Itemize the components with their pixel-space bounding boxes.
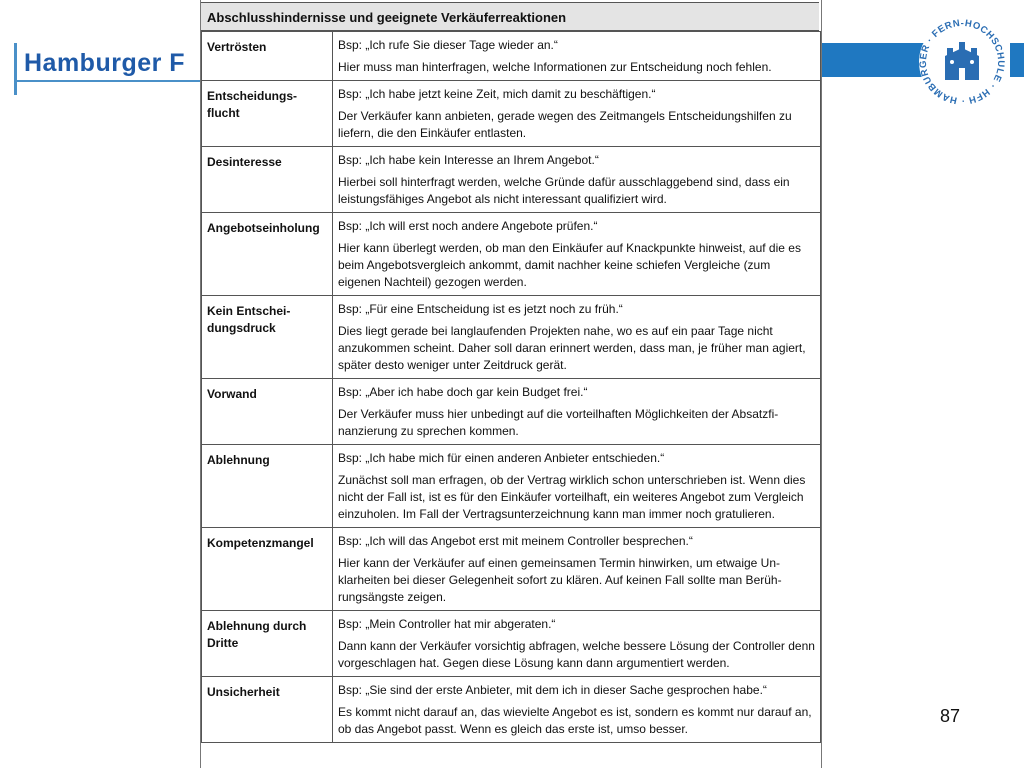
objection-label: Ablehnung durch Dritte <box>202 611 333 677</box>
seller-reaction: Hierbei soll hinterfragt werden, welche Gründe dafür ausschlaggebend sind, dass ein leistungsfähiges Angebot als nicht interessant qualifiziert wird. <box>338 175 790 206</box>
objection-response-cell <box>333 677 821 743</box>
table-row <box>202 32 821 81</box>
brand-name: Hamburger F <box>24 49 186 77</box>
objection-label: Angebotseinholung <box>202 213 333 296</box>
example-quote: Bsp: „Ich habe kein Interesse an Ihrem Angebot.“ <box>338 153 599 167</box>
document-sheet <box>200 0 822 768</box>
objection-label: Kein Entschei-dungsdruck <box>202 296 333 379</box>
objection-label: Entscheidungs-flucht <box>202 81 333 147</box>
objection-response-cell <box>333 213 821 296</box>
example-quote: Bsp: „Aber ich habe doch gar kein Budget frei.“ <box>338 385 588 399</box>
objections-table <box>201 31 821 743</box>
brand-horizontal-line <box>14 80 204 82</box>
page-number: 87 <box>940 706 961 726</box>
example-quote: Bsp: „Ich will erst noch andere Angebote prüfen.“ <box>338 219 598 233</box>
table-row <box>202 379 821 445</box>
example-quote: Bsp: „Ich rufe Sie dieser Tage wieder an.“ <box>338 38 558 52</box>
objection-response-cell <box>333 379 821 445</box>
objection-response-cell <box>333 296 821 379</box>
seller-reaction: Dann kann der Verkäufer vorsichtig abfragen, welche bessere Lösung der Controller denn vorgeschlagen hat. Gegen diese Lösung kann dann argumentiert werden. <box>338 639 815 670</box>
objection-label: Vorwand <box>202 379 333 445</box>
table-row <box>202 81 821 147</box>
objection-label: Desinteresse <box>202 147 333 213</box>
seller-reaction: Es kommt nicht darauf an, das wievielte Angebot es ist, sondern es kommt nur darauf an, ob das Angebot passt. Wenn es gleich das erste ist, umso besser. <box>338 705 812 736</box>
table-row <box>202 296 821 379</box>
example-quote: Bsp: „Mein Controller hat mir abgeraten.“ <box>338 617 556 631</box>
objection-label: Vertrösten <box>202 32 333 81</box>
objection-label: Kompetenzmangel <box>202 528 333 611</box>
example-quote: Bsp: „Ich habe mich für einen anderen Anbieter entschieden.“ <box>338 451 665 465</box>
seller-reaction: Hier muss man hinterfragen, welche Informationen zur Entscheidung noch fehlen. <box>338 60 772 74</box>
table-row <box>202 611 821 677</box>
table-row <box>202 528 821 611</box>
example-quote: Bsp: „Sie sind der erste Anbieter, mit dem ich in dieser Sache gesprochen habe.“ <box>338 683 767 697</box>
objection-response-cell <box>333 147 821 213</box>
example-quote: Bsp: „Ich habe jetzt keine Zeit, mich damit zu beschäftigen.“ <box>338 87 656 101</box>
brand-vertical-line <box>14 43 17 95</box>
objection-label: Unsicherheit <box>202 677 333 743</box>
table-row <box>202 677 821 743</box>
seller-reaction: Der Verkäufer muss hier unbedingt auf die vorteilhaften Möglichkeiten der Absatzfi-nanzierung zu sprechen kommen. <box>338 407 779 438</box>
table-title: Abschlusshindernisse und geeignete Verkäuferreaktionen <box>201 2 819 31</box>
seller-reaction: Dies liegt gerade bei langlaufenden Projekten nahe, wo es auf ein paar Tage nicht anzukommen scheint. Daher soll daran erinnert werden, dass man, je früher man agiert, später desto weniger unter Zeitdruck gerät. <box>338 324 806 372</box>
objection-response-cell <box>333 611 821 677</box>
table-row <box>202 213 821 296</box>
logo-ring-text: HAMBURGER · FERN-HOCHSCHULE · HFH · <box>917 18 1007 107</box>
example-quote: Bsp: „Für eine Entscheidung ist es jetzt noch zu früh.“ <box>338 302 623 316</box>
seller-reaction: Hier kann der Verkäufer auf einen gemeinsamen Termin hinwirken, um etwaige Un-klarheiten bei dieser Gelegenheit sofort zu klären. Auf keinen Fall sollte man Berüh-rungsängste zeigen. <box>338 556 782 604</box>
objection-response-cell <box>333 81 821 147</box>
objection-response-cell <box>333 528 821 611</box>
hfh-logo-icon <box>907 18 1017 108</box>
objection-response-cell <box>333 445 821 528</box>
objection-response-cell <box>333 32 821 81</box>
objection-label: Ablehnung <box>202 445 333 528</box>
example-quote: Bsp: „Ich will das Angebot erst mit meinem Controller besprechen.“ <box>338 534 693 548</box>
seller-reaction: Zunächst soll man erfragen, ob der Vertrag wirklich schon unterschrieben ist. Wenn dies nicht der Fall ist, ist es für den Einkäufer vorteilhaft, ein weiteres Angebot zum Vergleich einzuholen. Im Fall der Vertragsunterzeichnung kann man immer noch gratulieren. <box>338 473 806 521</box>
table-row <box>202 147 821 213</box>
seller-reaction: Hier kann überlegt werden, ob man den Einkäufer auf Knackpunkte hinweist, auf die es beim Angebotsvergleich ankommt, damit nachher keine schiefen Vergleiche (zum eigenen Nachteil) gezogen werden. <box>338 241 801 289</box>
table-row <box>202 445 821 528</box>
seller-reaction: Der Verkäufer kann anbieten, gerade wegen des Zeitmangels Entscheidungshilfen zu liefern, die den Einkäufer entlasten. <box>338 109 792 140</box>
